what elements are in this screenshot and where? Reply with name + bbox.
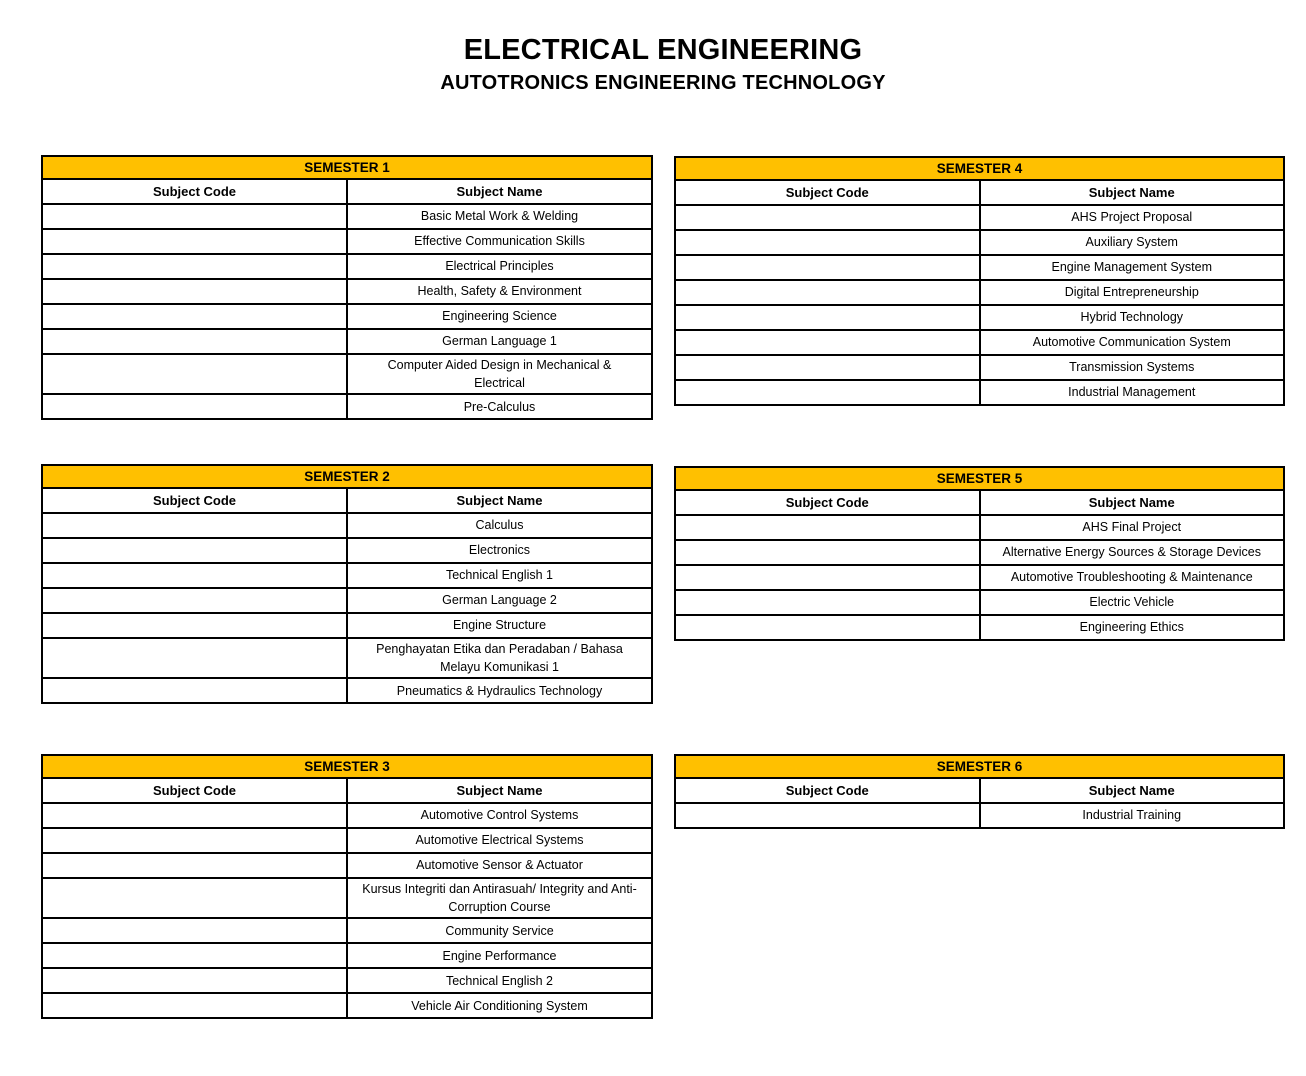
subject-name-cell: Vehicle Air Conditioning System (347, 993, 652, 1018)
subject-name-header: Subject Name (980, 490, 1285, 515)
semester-6-table (674, 754, 1285, 829)
column-header-row (675, 490, 1284, 515)
semester-title: SEMESTER 2 (42, 465, 652, 488)
subject-code-cell (675, 565, 980, 590)
column-header-row (42, 179, 652, 204)
subject-name-cell: Hybrid Technology (980, 305, 1285, 330)
semester-header-row (675, 467, 1284, 490)
page-subtitle: AUTOTRONICS ENGINEERING TECHNOLOGY (440, 72, 886, 94)
subject-name-cell: Basic Metal Work & Welding (347, 204, 652, 229)
subject-name-cell: Automotive Control Systems (347, 803, 652, 828)
subject-row (675, 355, 1284, 380)
subject-code-cell (42, 993, 347, 1018)
subject-row (42, 993, 652, 1018)
page-title: ELECTRICAL ENGINEERING (463, 34, 863, 66)
subject-name-cell: Kursus Integriti dan Antirasuah/ Integrity and Anti-Corruption Course (347, 878, 652, 918)
subject-name-cell: Technical English 2 (347, 968, 652, 993)
semester-5-rows (675, 515, 1284, 640)
subject-name-cell: AHS Project Proposal (980, 205, 1285, 230)
subject-row (675, 515, 1284, 540)
subject-row (42, 918, 652, 943)
semester-header-row (42, 156, 652, 179)
subject-name-header: Subject Name (980, 778, 1285, 803)
subject-row (42, 943, 652, 968)
subject-code-cell (42, 329, 347, 354)
subject-code-cell (675, 590, 980, 615)
subject-code-cell (42, 918, 347, 943)
subject-code-cell (675, 330, 980, 355)
subject-name-header: Subject Name (347, 488, 652, 513)
subject-code-cell (42, 968, 347, 993)
semester-title: SEMESTER 4 (675, 157, 1284, 180)
subject-row (675, 803, 1284, 828)
semester-1-table (41, 155, 653, 420)
subject-name-cell: Auxiliary System (980, 230, 1285, 255)
semester-1-rows (42, 204, 652, 419)
subject-row (42, 803, 652, 828)
semester-header-row (42, 755, 652, 778)
subject-code-cell (42, 613, 347, 638)
subject-code-cell (675, 380, 980, 405)
semester-header-row (675, 755, 1284, 778)
subject-name-cell: Automotive Communication System (980, 330, 1285, 355)
subject-code-cell (42, 878, 347, 918)
subject-code-cell (675, 205, 980, 230)
subject-code-cell (42, 638, 347, 678)
subject-code-cell (42, 229, 347, 254)
semester-title: SEMESTER 6 (675, 755, 1284, 778)
subject-name-cell: Engineering Ethics (980, 615, 1285, 640)
subject-name-cell: Industrial Training (980, 803, 1285, 828)
subject-row (42, 229, 652, 254)
subject-code-cell (675, 615, 980, 640)
subject-row (675, 615, 1284, 640)
subject-row (42, 878, 652, 918)
subject-row (675, 305, 1284, 330)
semester-6-rows (675, 803, 1284, 828)
subject-name-cell: Health, Safety & Environment (347, 279, 652, 304)
subject-code-cell (42, 354, 347, 394)
subject-name-cell: Engine Management System (980, 255, 1285, 280)
subject-name-cell: Pneumatics & Hydraulics Technology (347, 678, 652, 703)
semester-4-table (674, 156, 1285, 406)
subject-name-cell: Alternative Energy Sources & Storage Devices (980, 540, 1285, 565)
subject-row (675, 330, 1284, 355)
subject-row (42, 968, 652, 993)
subject-name-cell: Automotive Sensor & Actuator (347, 853, 652, 878)
subject-row (42, 563, 652, 588)
subject-row (675, 565, 1284, 590)
subject-name-cell: Electrical Principles (347, 254, 652, 279)
subject-row (42, 538, 652, 563)
subject-name-cell: Computer Aided Design in Mechanical & Electrical (347, 354, 652, 394)
subject-row (42, 254, 652, 279)
subject-row (42, 678, 652, 703)
semester-2-rows (42, 513, 652, 703)
subject-code-cell (42, 943, 347, 968)
subject-code-cell (42, 828, 347, 853)
subject-name-cell: AHS Final Project (980, 515, 1285, 540)
column-header-row (42, 488, 652, 513)
subject-row (675, 540, 1284, 565)
subject-row (42, 394, 652, 419)
subject-code-cell (675, 540, 980, 565)
semester-2-table (41, 464, 653, 704)
subject-name-cell: Pre-Calculus (347, 394, 652, 419)
subject-name-cell: Engine Structure (347, 613, 652, 638)
subject-code-cell (675, 515, 980, 540)
subject-name-cell: Community Service (347, 918, 652, 943)
subject-code-cell (42, 678, 347, 703)
subject-row (42, 304, 652, 329)
subject-code-cell (42, 513, 347, 538)
subject-code-cell (42, 538, 347, 563)
subject-row (675, 255, 1284, 280)
semester-title: SEMESTER 1 (42, 156, 652, 179)
semester-title: SEMESTER 3 (42, 755, 652, 778)
subject-code-cell (42, 588, 347, 613)
semester-3-rows (42, 803, 652, 1018)
subject-row (42, 513, 652, 538)
subject-code-cell (675, 355, 980, 380)
semester-4-rows (675, 205, 1284, 405)
subject-name-cell: Engineering Science (347, 304, 652, 329)
subject-name-cell: Penghayatan Etika dan Peradaban / Bahasa Melayu Komunikasi 1 (347, 638, 652, 678)
subject-name-cell: Transmission Systems (980, 355, 1285, 380)
subject-row (42, 853, 652, 878)
subject-row (42, 329, 652, 354)
subject-name-header: Subject Name (347, 778, 652, 803)
subject-name-cell: Electronics (347, 538, 652, 563)
subject-row (42, 588, 652, 613)
semester-header-row (675, 157, 1284, 180)
subject-name-cell: Industrial Management (980, 380, 1285, 405)
subject-row (42, 279, 652, 304)
subject-name-cell: Automotive Troubleshooting & Maintenance (980, 565, 1285, 590)
subject-code-cell (675, 305, 980, 330)
subject-row (675, 380, 1284, 405)
column-header-row (42, 778, 652, 803)
subject-name-cell: German Language 2 (347, 588, 652, 613)
subject-row (42, 828, 652, 853)
subject-code-cell (675, 255, 980, 280)
subject-code-cell (675, 230, 980, 255)
subject-code-cell (675, 803, 980, 828)
subject-code-cell (42, 853, 347, 878)
subject-row (675, 230, 1284, 255)
semester-header-row (42, 465, 652, 488)
subject-code-cell (42, 563, 347, 588)
subject-code-cell (42, 254, 347, 279)
subject-code-header: Subject Code (42, 488, 347, 513)
subject-name-cell: Electric Vehicle (980, 590, 1285, 615)
subject-name-cell: Technical English 1 (347, 563, 652, 588)
subject-code-cell (42, 279, 347, 304)
subject-code-cell (42, 803, 347, 828)
subject-code-header: Subject Code (675, 778, 980, 803)
subject-row (42, 613, 652, 638)
subject-code-cell (42, 204, 347, 229)
subject-row (42, 354, 652, 394)
column-header-row (675, 180, 1284, 205)
subject-code-cell (42, 304, 347, 329)
subject-code-cell (42, 394, 347, 419)
subject-code-header: Subject Code (42, 778, 347, 803)
subject-name-cell: Automotive Electrical Systems (347, 828, 652, 853)
subject-name-cell: Effective Communication Skills (347, 229, 652, 254)
subject-name-header: Subject Name (347, 179, 652, 204)
semester-3-table (41, 754, 653, 1019)
semester-5-table (674, 466, 1285, 641)
subject-code-header: Subject Code (675, 180, 980, 205)
subject-name-cell: Engine Performance (347, 943, 652, 968)
subject-row (675, 590, 1284, 615)
subject-row (675, 280, 1284, 305)
subject-name-cell: Calculus (347, 513, 652, 538)
subject-code-cell (675, 280, 980, 305)
subject-row (675, 205, 1284, 230)
semester-title: SEMESTER 5 (675, 467, 1284, 490)
title-block (41, 34, 1285, 95)
subject-row (42, 204, 652, 229)
subject-row (42, 638, 652, 678)
subject-code-header: Subject Code (42, 179, 347, 204)
subject-name-cell: Digital Entrepreneurship (980, 280, 1285, 305)
column-header-row (675, 778, 1284, 803)
subject-name-cell: German Language 1 (347, 329, 652, 354)
subject-code-header: Subject Code (675, 490, 980, 515)
subject-name-header: Subject Name (980, 180, 1285, 205)
